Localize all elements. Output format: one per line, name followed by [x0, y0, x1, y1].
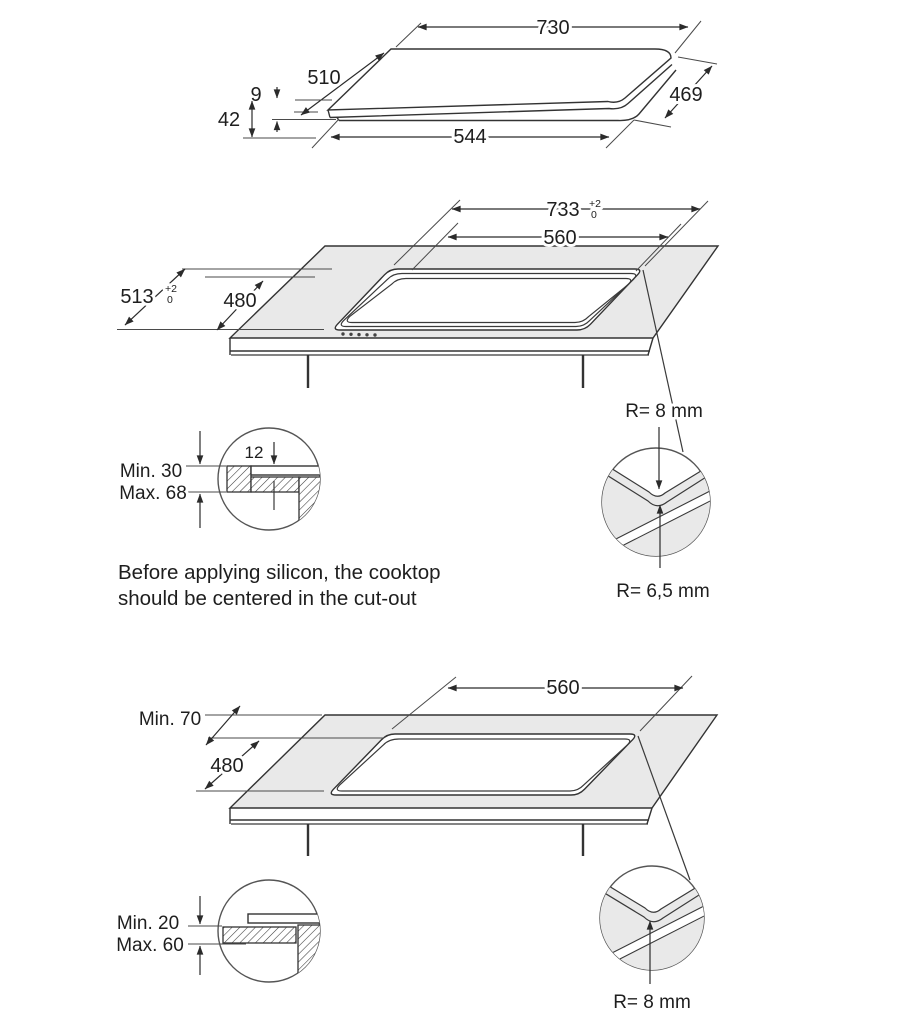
silicon-note-line1: Before applying silicon, the cooktop	[118, 561, 441, 584]
radius-cooktop-label: R= 6,5 mm	[616, 581, 710, 602]
countertop-surface	[230, 246, 718, 338]
dim-width-bottom-value: 544	[453, 126, 487, 148]
dim-cutout-depth-outer-value: 513	[120, 286, 154, 308]
dim-wall-distance-value: Min. 70	[138, 709, 202, 730]
countertop-surface-2	[230, 715, 717, 808]
dim-cutout-depth-outer-tol-plus: +2	[165, 283, 177, 295]
overhang-section-detail	[116, 880, 322, 982]
flush-cutout-view	[117, 198, 718, 602]
radius-cutout-label-2: R= 8 mm	[613, 992, 691, 1013]
dim-cutout-width-inner-value: 560	[543, 227, 577, 249]
flush-section-detail	[119, 428, 322, 530]
cutout-rim-2	[337, 739, 629, 791]
dim-cutout-width-outer-tol-minus: 0	[591, 209, 597, 221]
silicon-note-line2: should be centered in the cut-out	[118, 587, 417, 610]
counter-thickness-max-label: Max. 68	[119, 483, 187, 504]
dim-depth-left-value: 510	[307, 67, 341, 89]
counter-thickness-min-label-2: Min. 20	[116, 913, 180, 934]
cutout-rim-middle	[341, 274, 635, 327]
dim-cutout-depth-2-value: 480	[210, 755, 244, 777]
dim-cutout-width-outer-tol-plus: +2	[589, 198, 601, 210]
cutout-rim-inner	[347, 279, 630, 323]
countertop-front-edge	[230, 338, 653, 355]
cooktop-glass-top	[328, 49, 671, 110]
radius-cutout-label: R= 8 mm	[625, 401, 703, 422]
dim-width-bottom	[312, 119, 634, 148]
counter-thickness-min-label: Min. 30	[119, 461, 183, 482]
counter-thickness-max-label-2: Max. 60	[116, 935, 184, 956]
dim-glass-thickness	[250, 84, 336, 132]
dim-width-top-value: 730	[536, 17, 570, 39]
countertop-front-edge-2	[230, 808, 652, 824]
dim-glass-thickness-value: 9	[250, 84, 262, 106]
product-dimension-view	[218, 17, 717, 148]
dim-cutout-depth-inner-value: 480	[223, 290, 257, 312]
overhang-cutout-view	[116, 676, 717, 1013]
dim-cutout-width-outer-value: 733	[546, 199, 580, 221]
recess-depth-value: 12	[244, 443, 264, 462]
dim-side-right-value: 469	[669, 84, 703, 106]
dim-cutout-width-2-value: 560	[546, 677, 580, 699]
dim-width-top	[396, 17, 701, 53]
silicon-note	[118, 561, 441, 610]
dim-cutout-depth-outer-tol-minus: 0	[167, 294, 173, 306]
dim-total-height-value: 42	[217, 109, 241, 131]
